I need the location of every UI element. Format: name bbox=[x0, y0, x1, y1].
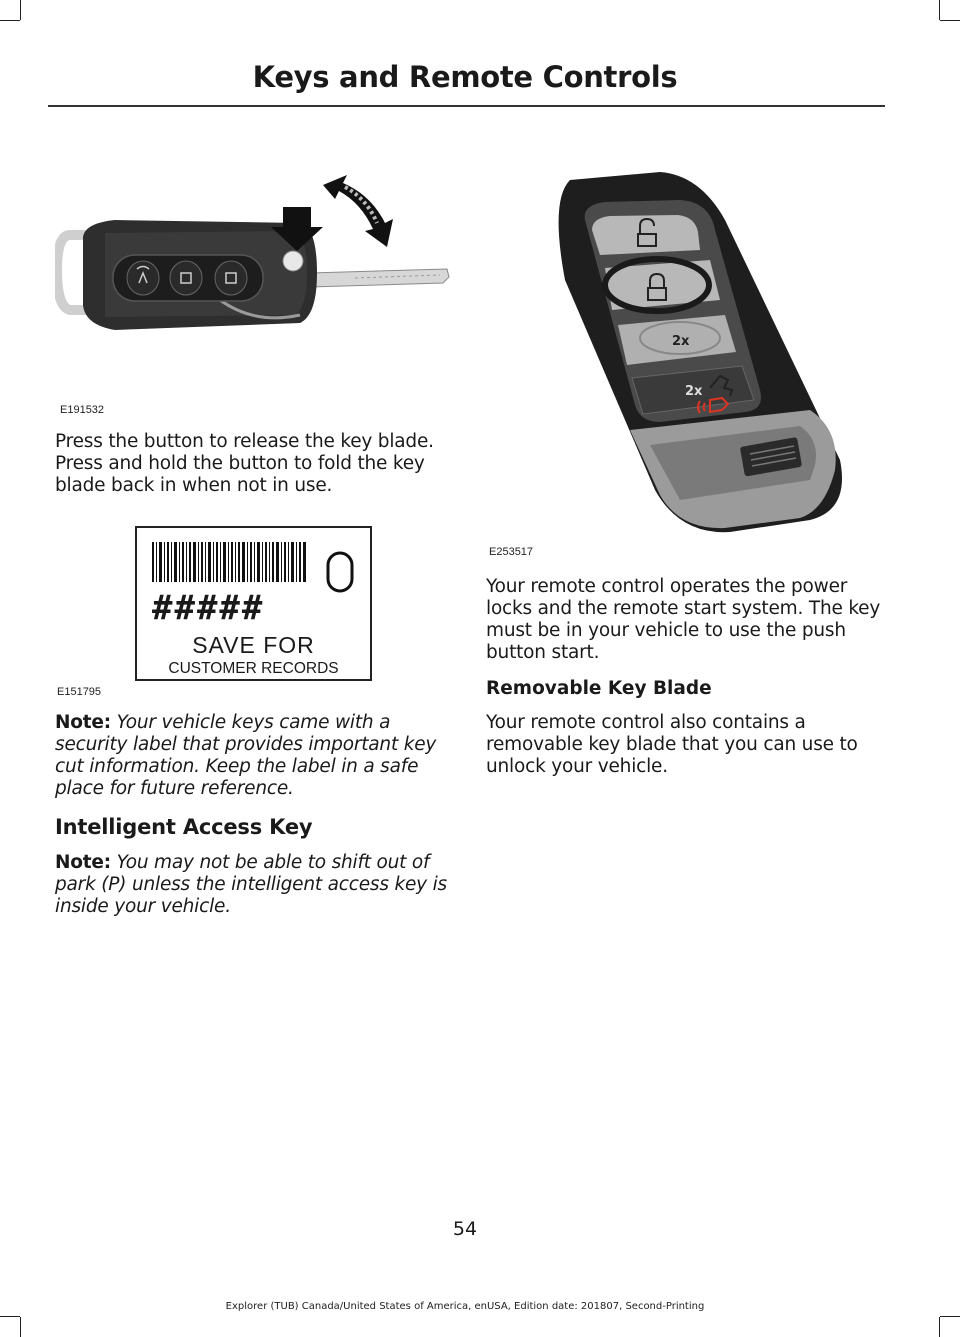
paragraph: Your remote control operates the power locks and the remote start system. The key must be in your vehicle to use the push button start. bbox=[486, 576, 881, 663]
paragraph: Your remote control also contains a removable key blade that you can use to unlock your vehicle. bbox=[486, 712, 858, 777]
crop-mark bbox=[940, 20, 960, 21]
note-text: Your vehicle keys came with a security label that provides important key cut information. Keep the label in a safe place for future reference. bbox=[55, 712, 437, 799]
note bbox=[55, 712, 450, 800]
label-records-text: CUSTOMER RECORDS bbox=[168, 660, 339, 677]
barcode-icon bbox=[152, 542, 307, 582]
label-save-text: SAVE FOR bbox=[192, 632, 315, 658]
figure-code: E151795 bbox=[57, 686, 102, 698]
crop-mark bbox=[0, 1316, 20, 1317]
crop-mark bbox=[939, 0, 940, 20]
crop-mark bbox=[939, 1317, 940, 1337]
section-heading: Intelligent Access Key bbox=[55, 815, 313, 839]
flip-key-illustration bbox=[55, 165, 455, 370]
note-label: Note: bbox=[55, 712, 111, 733]
liftgate-label: 2x bbox=[685, 384, 703, 399]
note bbox=[55, 852, 455, 918]
header-divider bbox=[48, 105, 885, 107]
page-title: Keys and Remote Controls bbox=[252, 60, 678, 94]
paragraph: Press the button to release the key blade. Press and hold the button to fold the key blade back in when not in use. bbox=[55, 431, 434, 496]
key-code-hashes: ##### bbox=[152, 588, 265, 628]
page-number: 54 bbox=[452, 1218, 478, 1240]
note-label: Note: bbox=[55, 852, 111, 873]
remote-start-label: 2x bbox=[672, 334, 690, 349]
crop-mark bbox=[20, 1317, 21, 1337]
section-subheading: Removable Key Blade bbox=[486, 678, 712, 699]
footer-text: Explorer (TUB) Canada/United States of America, enUSA, Edition date: 201807, Second-Printing bbox=[225, 1301, 705, 1312]
key-hole-icon bbox=[325, 550, 355, 594]
figure-code: E253517 bbox=[489, 546, 534, 558]
figure-code: E191532 bbox=[60, 404, 105, 416]
security-label-illustration bbox=[135, 526, 372, 681]
crop-mark bbox=[20, 0, 21, 20]
intelligent-access-key-illustration bbox=[510, 160, 880, 545]
crop-mark bbox=[940, 1316, 960, 1317]
note-text: You may not be able to shift out of park (P) unless the intelligent access key is inside your vehicle. bbox=[55, 852, 447, 917]
crop-mark bbox=[0, 20, 20, 21]
